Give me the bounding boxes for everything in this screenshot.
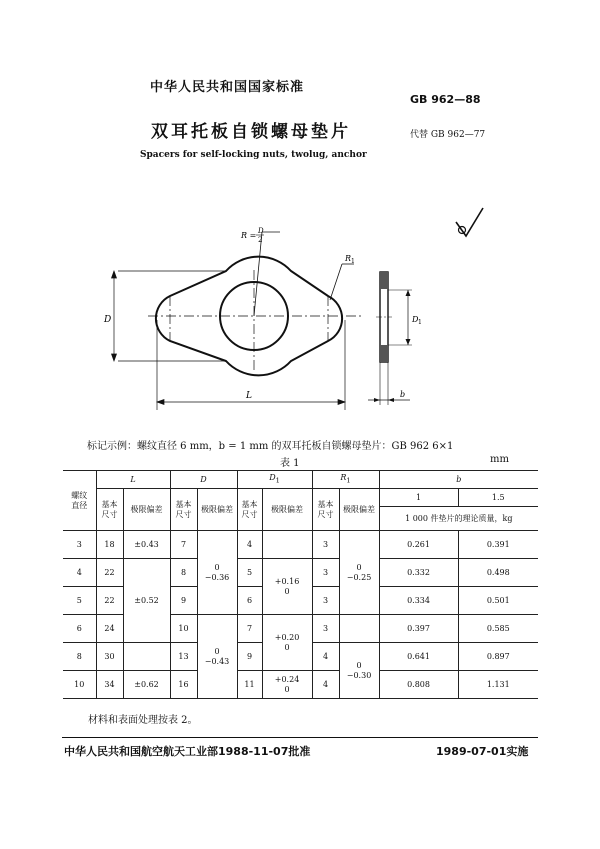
cell-mass-1: 0.332 xyxy=(379,559,458,587)
label-d1-sub: 1 xyxy=(418,319,422,326)
label-r-num: D xyxy=(258,227,264,235)
cell-l-tol: ±0.52 xyxy=(123,559,170,643)
cell-l: 30 xyxy=(96,643,123,671)
cell-l-tol: ±0.43 xyxy=(123,531,170,559)
tolerance-r1: 极限偏差 xyxy=(339,489,379,531)
cell-d: 13 xyxy=(170,643,197,671)
cell-thread: 8 xyxy=(63,643,96,671)
tolerance-l: 极限偏差 xyxy=(123,489,170,531)
cell-d1-tol: +0.24 0 xyxy=(262,671,312,699)
cell-d1: 9 xyxy=(237,643,262,671)
cell-mass-1: 0.808 xyxy=(379,671,458,699)
header-l: L xyxy=(96,471,170,489)
cell-d: 7 xyxy=(170,531,197,559)
cell-r1: 3 xyxy=(312,559,339,587)
cell-d: 16 xyxy=(170,671,197,699)
cell-mass-1-5: 0.391 xyxy=(458,531,538,559)
title-english: Spacers for self-locking nuts, twolug, anchor xyxy=(140,150,367,160)
cell-l-tol: ±0.62 xyxy=(123,671,170,699)
basic-size-d: 基本 尺寸 xyxy=(170,489,197,531)
cell-r1: 3 xyxy=(312,615,339,643)
cell-l-tol-empty xyxy=(123,643,170,671)
cell-l: 24 xyxy=(96,615,123,643)
table-header-row xyxy=(63,471,538,489)
approval-line: 中华人民共和国航空航天工业部1988-11-07批准 xyxy=(64,745,311,758)
standard-code: GB 962—88 xyxy=(410,93,481,106)
basic-size-l: 基本 尺寸 xyxy=(96,489,123,531)
cell-thread: 3 xyxy=(63,531,96,559)
cell-mass-1-5: 0.897 xyxy=(458,643,538,671)
cell-d: 9 xyxy=(170,587,197,615)
material-note: 材料和表面处理按表 2。 xyxy=(88,715,198,726)
cell-mass-1: 0.334 xyxy=(379,587,458,615)
cell-thread: 4 xyxy=(63,559,96,587)
national-standard-heading: 中华人民共和国国家标准 xyxy=(150,80,305,95)
label-l: L xyxy=(246,391,252,401)
header-d: D xyxy=(170,471,237,489)
marking-example: 标记示例：螺纹直径 6 mm，b = 1 mm 的双耳托板自锁螺母垫片：GB 962 6×1 xyxy=(87,441,454,452)
cell-l: 22 xyxy=(96,559,123,587)
cell-thread: 6 xyxy=(63,615,96,643)
cell-d1-tol: +0.16 0 xyxy=(262,559,312,615)
cell-r1-tol-empty xyxy=(339,615,379,643)
table-row xyxy=(63,671,538,699)
basic-size-d1: 基本 尺寸 xyxy=(237,489,262,531)
cell-mass-1: 0.641 xyxy=(379,643,458,671)
b-value-1-5: 1.5 xyxy=(458,489,538,507)
cell-mass-1-5: 0.498 xyxy=(458,559,538,587)
label-d1: D xyxy=(412,315,419,324)
cell-r1: 3 xyxy=(312,587,339,615)
cell-d1: 7 xyxy=(237,615,262,643)
cell-d1: 6 xyxy=(237,587,262,615)
label-r1: R xyxy=(345,254,352,263)
cell-d1: 4 xyxy=(237,531,262,559)
cell-l: 18 xyxy=(96,531,123,559)
side-view xyxy=(368,272,412,405)
center-lines xyxy=(148,270,362,372)
unit-label: mm xyxy=(490,454,509,465)
header-b: b xyxy=(379,471,538,489)
cell-thread: 10 xyxy=(63,671,96,699)
tolerance-d: 极限偏差 xyxy=(197,489,237,531)
label-r-den: 2 xyxy=(258,236,263,244)
cell-d1: 11 xyxy=(237,671,262,699)
table-subheader-row xyxy=(63,489,538,507)
cell-r1: 4 xyxy=(312,643,339,671)
cell-thread: 5 xyxy=(63,587,96,615)
label-b: b xyxy=(400,390,406,399)
replaces-note: 代替 GB 962—77 xyxy=(410,130,486,140)
basic-size-r1: 基本 尺寸 xyxy=(312,489,339,531)
label-d: D xyxy=(104,315,112,325)
tolerance-d1: 极限偏差 xyxy=(262,489,312,531)
cell-mass-1-5: 1.131 xyxy=(458,671,538,699)
header-thread: 螺纹 直径 xyxy=(63,471,96,531)
cell-d1-tol: +0.20 0 xyxy=(262,615,312,671)
surface-finish-icon xyxy=(456,208,483,236)
cell-mass-1-5: 0.585 xyxy=(458,615,538,643)
cell-l: 34 xyxy=(96,671,123,699)
cell-r1: 4 xyxy=(312,671,339,699)
header-d1: $D_1$ xyxy=(237,471,312,489)
spacer-dimension-table xyxy=(63,470,538,699)
table-row xyxy=(63,531,538,559)
implementation-date: 1989-07-01实施 xyxy=(436,745,529,758)
title-chinese: 双耳托板自锁螺母垫片 xyxy=(151,122,351,142)
cell-r1-tol: 0 −0.30 xyxy=(339,643,379,699)
b-value-1: 1 xyxy=(379,489,458,507)
label-r: R = xyxy=(241,231,257,240)
cell-d1: 5 xyxy=(237,559,262,587)
footer-rule xyxy=(62,737,538,738)
cell-mass-1: 0.397 xyxy=(379,615,458,643)
cell-mass-1-5: 0.501 xyxy=(458,587,538,615)
cell-l: 22 xyxy=(96,587,123,615)
cell-d1-tol-empty xyxy=(262,531,312,559)
cell-d-tol: 0 −0.36 xyxy=(197,531,237,615)
cell-d: 8 xyxy=(170,559,197,587)
label-r1-sub: 1 xyxy=(351,258,355,265)
mass-label: 1 000 件垫片的理论质量，kg xyxy=(379,507,538,531)
cell-mass-1: 0.261 xyxy=(379,531,458,559)
cell-d-tol: 0 −0.43 xyxy=(197,615,237,699)
table-row xyxy=(63,559,538,587)
cell-r1: 3 xyxy=(312,531,339,559)
cell-d: 10 xyxy=(170,615,197,643)
header-r1: $R_1$ xyxy=(312,471,379,489)
cell-r1-tol: 0 −0.25 xyxy=(339,531,379,615)
table-caption: 表 1 xyxy=(280,458,300,469)
